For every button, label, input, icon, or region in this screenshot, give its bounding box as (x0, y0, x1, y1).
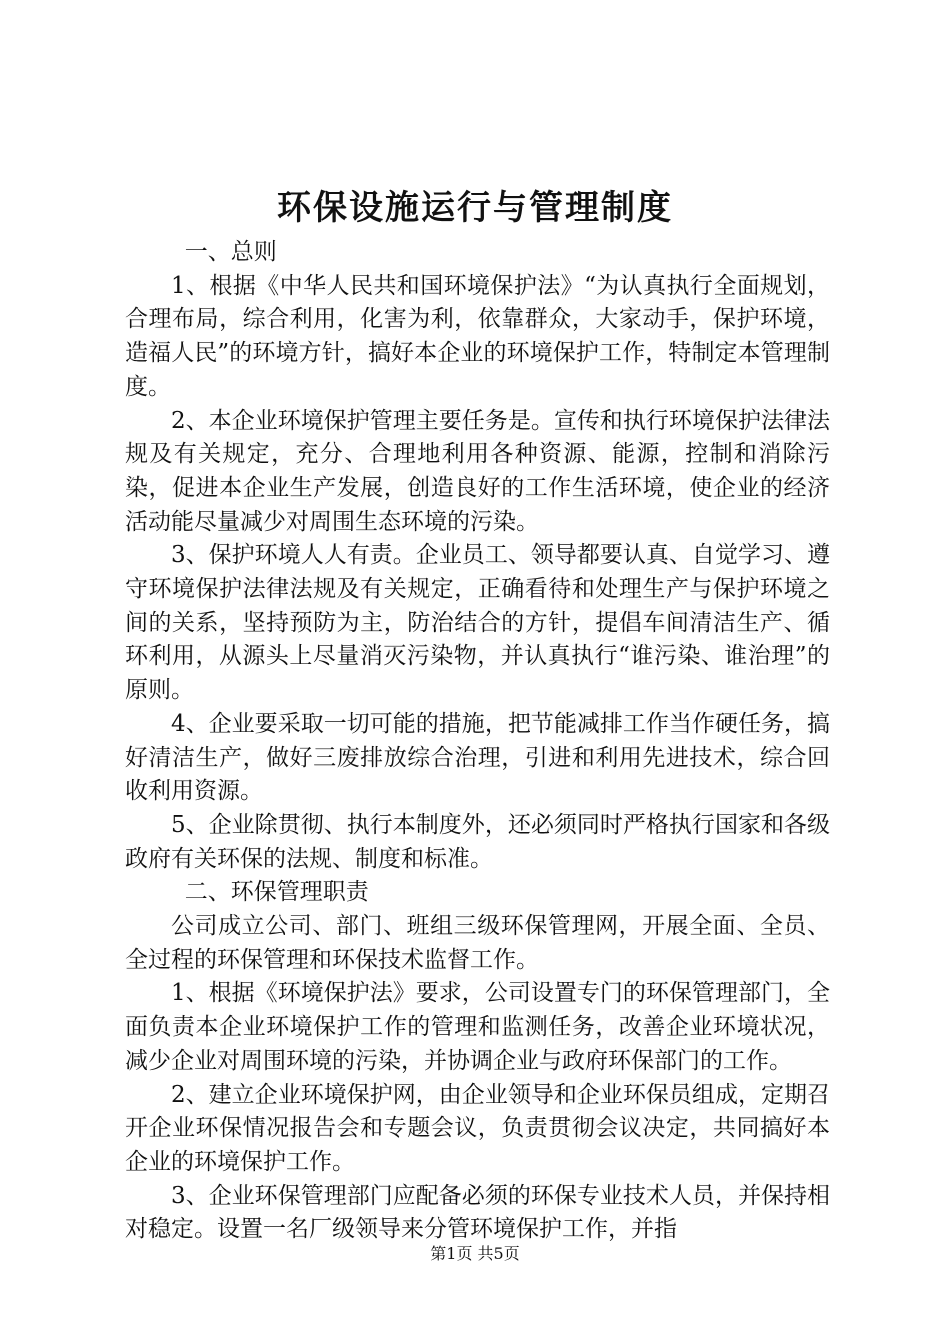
section-heading: 一、总则 (184, 239, 277, 265)
paragraph: 1、根据《中华人民共和国环境保护法》“为认真执行全面规划，合理布局，综合利用，化害为利，依靠群众，大家动手，保护环境，造福人民”的环境方针，搞好本企业的环境保护工作，特制定本管理制度。 (125, 272, 830, 400)
document-title: 环保设施运行与管理制度 (277, 188, 673, 228)
paragraph: 1、根据《环境保护法》要求，公司设置专门的环保管理部门，全面负责本企业环境保护工作的管理和监测任务，改善企业环境状况，减少企业对周围环境的污染，并协调企业与政府环保部门的工作。 (125, 980, 830, 1074)
paragraph: 3、企业环保管理部门应配备必须的环保专业技术人员，并保持相对稳定。设置一名厂级领导来分管环境保护工作，并指 (125, 1182, 830, 1243)
paragraph: 2、本企业环境保护管理主要任务是。宣传和执行环境保护法律法规及有关规定，充分、合理地利用各种资源、能源，控制和消除污染，促进本企业生产发展，创造良好的工作生活环境，使企业的经济活动能尽量减少对周围生态环境的污染。 (125, 407, 830, 535)
paragraph: 5、企业除贯彻、执行本制度外，还必须同时严格执行国家和各级政府有关环保的法规、制度和标准。 (125, 811, 830, 872)
paragraph: 2、建立企业环境保护网，由企业领导和企业环保员组成，定期召开企业环保情况报告会和专题会议，负责贯彻会议决定，共同搞好本企业的环境保护工作。 (125, 1081, 830, 1175)
paragraph: 3、保护环境人人有责。企业员工、领导都要认真、自觉学习、遵守环境保护法律法规及有关规定，正确看待和处理生产与保护环境之间的关系，坚持预防为主，防治结合的方针，提倡车间清洁生产、循环利用，从源头上尽量消灭污染物，并认真执行“谁污染、谁治理”的原则。 (125, 542, 830, 704)
document-body (125, 236, 830, 1247)
page-footer: 第1页 共5页 (430, 1244, 520, 1263)
paragraph: 4、企业要采取一切可能的措施，把节能减排工作当作硬任务，搞好清洁生产，做好三废排放综合治理，引进和利用先进技术，综合回收利用资源。 (125, 710, 830, 805)
paragraph: 公司成立公司、部门、班组三级环保管理网，开展全面、全员、全过程的环保管理和环保技术监督工作。 (125, 913, 830, 973)
section-heading: 二、环保管理职责 (184, 879, 369, 906)
